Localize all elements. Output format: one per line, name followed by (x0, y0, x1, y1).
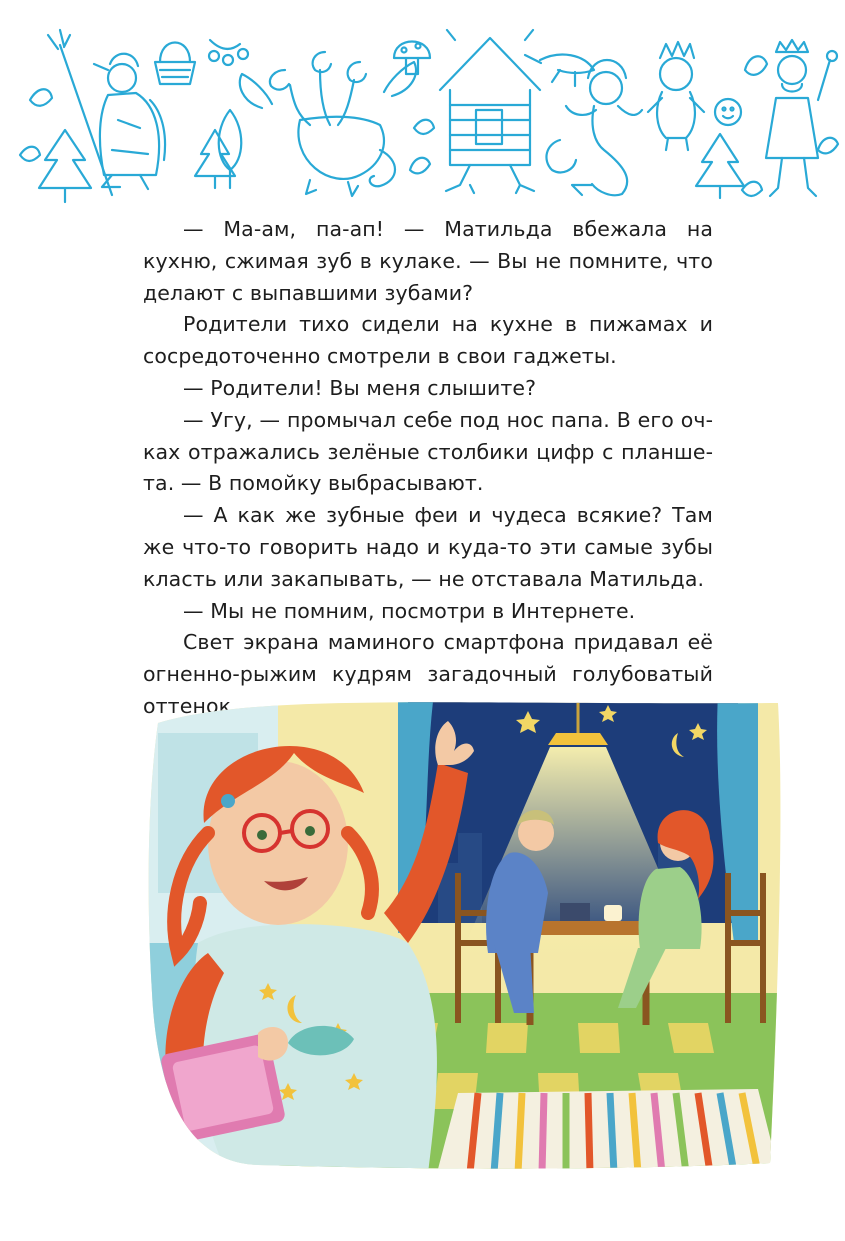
mermaid-icon (546, 60, 642, 195)
paragraph: — Угу, — промычал себе под нос папа. В его очках отражались зелёные столбики цифр с планшета. — В помойку выбрасывают. (143, 407, 713, 496)
striped-rug (438, 1089, 778, 1173)
mushroom-icon (394, 42, 430, 75)
crow-icon (525, 55, 594, 86)
paragraph: Родители тихо сидели на кухне в пижамах и сосредоточенно смотрели в свои гаджеты. (143, 312, 713, 369)
paragraph: Свет экрана маминого смартфона придавал её огненно-рыжим кудрям загадочный голубоватый оттенок. (143, 630, 713, 718)
witch-with-broom-icon (48, 30, 165, 195)
three-headed-dragon-icon (240, 52, 416, 196)
kitchen-illustration (138, 693, 783, 1173)
paragraph: — Ма-ам, па-ап! — Матильда вбежала на кухню, сжимая зуб в кулаке. — Вы не помните, что делают с выпавшими зубами? (143, 217, 713, 305)
header-decoration (0, 0, 845, 215)
basket-icon (155, 43, 195, 85)
king-with-scepter-icon (766, 40, 837, 196)
paragraph: — Родители! Вы меня слышите? (183, 375, 537, 400)
story-text (143, 214, 713, 723)
paragraph: — А как же зубные феи и чудеса всякие? Там же что-то говорить надо и куда-то эти самые зубы класть или закапывать, — не отставала Матильда. (143, 503, 713, 591)
kolobok-icon (715, 99, 741, 125)
troll-icon (648, 42, 704, 150)
fir-tree-icon (39, 110, 241, 202)
paragraph: — Мы не помним, посмотри в Интернете. (183, 598, 636, 623)
berries-icon (209, 40, 248, 65)
